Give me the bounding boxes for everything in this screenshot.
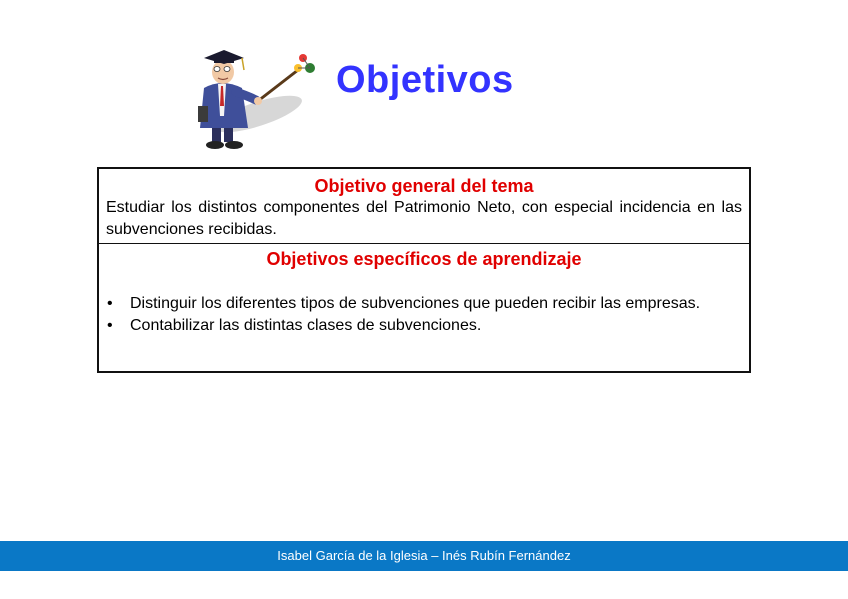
footer-authors: Isabel García de la Iglesia – Inés Rubín Fernández (277, 548, 571, 563)
footer-bar (0, 541, 848, 571)
list-item-text: Contabilizar las distintas clases de subvenciones. (130, 317, 482, 334)
specific-objectives-heading: Objetivos específicos de aprendizaje (266, 249, 582, 269)
page-title: Objetivos (336, 59, 514, 101)
bullet-icon: • (107, 295, 113, 312)
objectives-table (97, 167, 751, 373)
general-objective-section (99, 169, 749, 244)
graduate-professor-icon (190, 44, 330, 154)
general-objective-heading: Objetivo general del tema (314, 176, 534, 196)
specific-objectives-list (106, 293, 742, 337)
list-item (106, 293, 742, 315)
general-objective-text: Estudiar los distintos componentes del Patrimonio Neto, con especial incidencia en las subvenciones recibidas. (106, 199, 742, 238)
list-item-text: Distinguir los diferentes tipos de subvenciones que pueden recibir las empresas. (130, 295, 701, 312)
list-item (106, 315, 742, 337)
specific-objectives-section (99, 244, 749, 337)
bullet-icon: • (107, 317, 113, 334)
